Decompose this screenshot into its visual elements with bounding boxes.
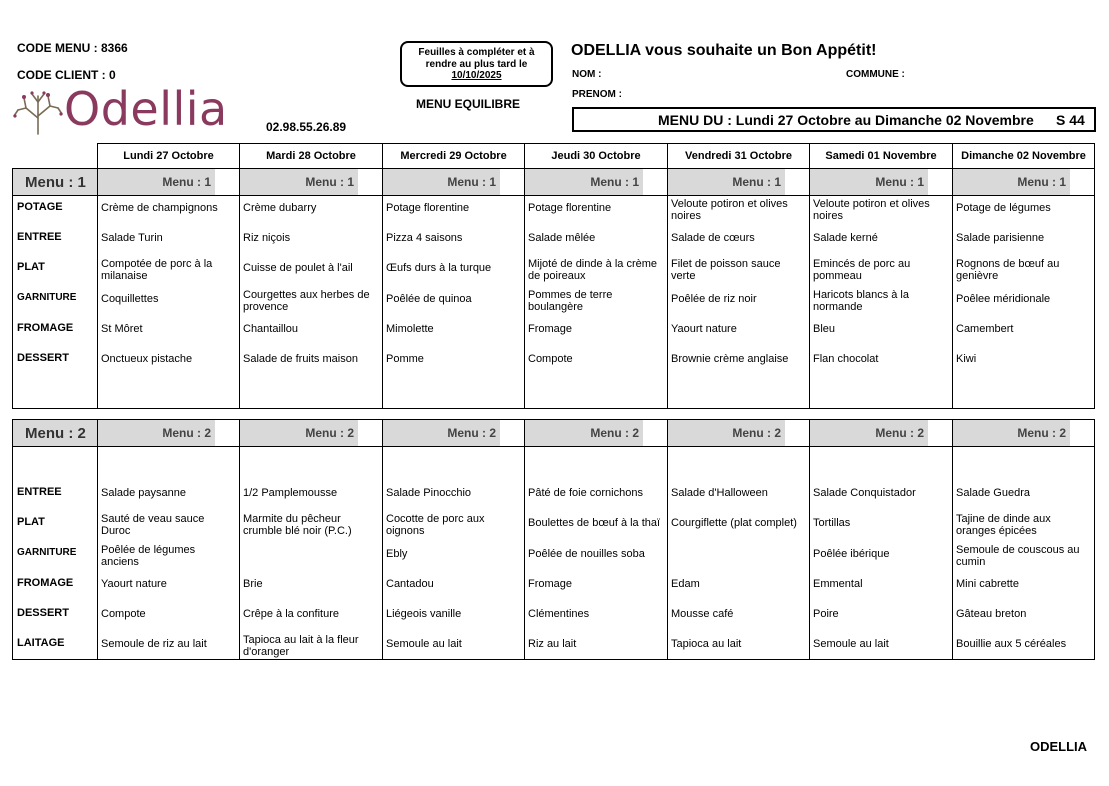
dish-item[interactable]: Flan chocolat <box>813 353 879 365</box>
menu-2-day-label: Menu : 2 <box>383 420 500 446</box>
dish-item[interactable]: Liégeois vanille <box>386 608 462 620</box>
menu-2-day-column <box>953 447 1095 660</box>
menu-1-day-cell[interactable] <box>98 169 240 196</box>
dish-item[interactable]: Fromage <box>528 323 573 335</box>
menu-1-categories <box>13 196 98 409</box>
category-label: LAITAGE <box>17 637 65 649</box>
deadline-notice <box>400 41 553 87</box>
odellia-logo <box>12 82 252 138</box>
menu-1-day-label: Menu : 1 <box>383 169 500 195</box>
menu-2-categories <box>13 447 98 660</box>
menu-1-day-column <box>668 196 810 409</box>
dish-item[interactable]: Courgiflette (plat complet) <box>671 517 797 529</box>
category-label: FROMAGE <box>17 577 74 589</box>
dish-item[interactable]: Sauté de veau sauce Duroc <box>101 513 205 537</box>
dish-item[interactable]: Boulettes de bœuf à la thaï <box>528 517 661 529</box>
dish-item[interactable]: Poêlee méridionale <box>956 293 1051 305</box>
dish-item[interactable]: 1/2 Pamplemousse <box>243 487 338 499</box>
category-label: GARNITURE <box>17 292 77 303</box>
dish-item[interactable]: Emincés de porc au pommeau <box>813 258 911 282</box>
menu-2-day-label: Menu : 2 <box>668 420 785 446</box>
code-menu: CODE MENU : 8366 <box>17 41 128 55</box>
menu-1-day-cell[interactable] <box>240 169 383 196</box>
menu-1-body-row <box>13 196 1095 409</box>
menu-1-day-label: Menu : 1 <box>240 169 358 195</box>
dish-item[interactable]: Haricots blancs à la normande <box>813 289 909 313</box>
dish-item[interactable]: Compote <box>528 353 573 365</box>
dish-item[interactable]: Coquillettes <box>101 293 159 305</box>
category-label: FROMAGE <box>17 322 74 334</box>
dish-item[interactable]: Riz au lait <box>528 638 577 650</box>
menu-2-day-cell[interactable] <box>668 420 810 447</box>
days-header-row <box>13 144 1095 169</box>
menu-1-day-cell[interactable] <box>953 169 1095 196</box>
menu-2-label: Menu : 2 <box>13 420 98 447</box>
category-label: PLAT <box>17 261 45 273</box>
menu-1-header-row <box>13 169 1095 196</box>
dish-item[interactable]: Salade de cœurs <box>671 232 755 244</box>
dish-item[interactable]: Semoule au lait <box>386 638 462 650</box>
menu-2-day-label: Menu : 2 <box>810 420 928 446</box>
category-label: ENTREE <box>17 231 62 243</box>
menu-1-day-column <box>953 196 1095 409</box>
notice-line-1: Feuilles à compléter et à <box>418 47 535 58</box>
dish-item[interactable]: Semoule au lait <box>813 638 889 650</box>
dish-item[interactable]: Œufs durs à la turque <box>386 262 492 274</box>
day-header: Mercredi 29 Octobre <box>383 144 525 169</box>
menu-2-day-cell[interactable] <box>953 420 1095 447</box>
dish-item[interactable]: Riz niçois <box>243 232 291 244</box>
dish-item[interactable]: Pomme <box>386 353 424 365</box>
dish-item[interactable]: Compote <box>101 608 146 620</box>
dish-item[interactable]: Kiwi <box>956 353 977 365</box>
footer-brand: ODELLIA <box>1030 739 1088 754</box>
dish-item[interactable]: Poêlée de quinoa <box>386 293 472 305</box>
notice-line-2: rendre au plus tard le <box>425 58 528 70</box>
menu-1-table <box>12 143 1095 409</box>
menu-2-day-column <box>810 447 953 660</box>
menu-1-day-cell[interactable] <box>383 169 525 196</box>
menu-2-day-cell[interactable] <box>810 420 953 447</box>
dish-item[interactable]: Potage florentine <box>528 202 612 214</box>
menu-1-day-cell[interactable] <box>525 169 668 196</box>
dish-item[interactable]: Chantaillou <box>243 323 299 335</box>
dish-item[interactable]: Filet de poisson sauce verte <box>671 258 781 282</box>
category-label: POTAGE <box>17 201 63 213</box>
menu-1-day-column <box>525 196 668 409</box>
dish-item[interactable]: Salade mêlée <box>528 232 596 244</box>
dish-item[interactable]: Pizza 4 saisons <box>386 232 463 244</box>
dish-item[interactable]: Semoule de couscous au cumin <box>956 544 1080 568</box>
menu-1-day-label: Menu : 1 <box>953 169 1070 195</box>
dish-item[interactable]: Semoule de riz au lait <box>101 638 207 650</box>
menu-2-day-cell[interactable] <box>525 420 668 447</box>
dish-item[interactable]: Salade Conquistador <box>813 487 916 499</box>
menu-2-body-row <box>13 447 1095 660</box>
menu-1-day-cell[interactable] <box>810 169 953 196</box>
dish-item[interactable]: Tapioca au lait à la fleur d'oranger <box>243 634 359 658</box>
menu-2-day-cell[interactable] <box>383 420 525 447</box>
dish-item[interactable]: Poêlée ibérique <box>813 548 890 560</box>
logo-text: Odellia <box>64 82 228 136</box>
dish-item[interactable]: Salade Guedra <box>956 487 1030 499</box>
dish-item[interactable]: Yaourt nature <box>671 323 737 335</box>
dish-item[interactable]: Poire <box>813 608 839 620</box>
menu-2-day-column <box>525 447 668 660</box>
menu-2-day-label: Menu : 2 <box>525 420 643 446</box>
dish-item[interactable]: Bouillie aux 5 céréales <box>956 638 1067 650</box>
dish-item[interactable]: Yaourt nature <box>101 578 167 590</box>
dish-item[interactable]: Pâté de foie cornichons <box>528 487 643 499</box>
category-label: GARNITURE <box>17 547 77 558</box>
dish-item[interactable]: Mousse café <box>671 608 734 620</box>
dish-item[interactable]: Tapioca au lait <box>671 638 742 650</box>
menu-2-day-cell[interactable] <box>240 420 383 447</box>
dish-item[interactable]: Crème de champignons <box>101 202 218 214</box>
dish-item[interactable]: Salade de fruits maison <box>243 353 358 365</box>
dish-item[interactable]: Mini cabrette <box>956 578 1019 590</box>
menu-2-header-row <box>13 420 1095 447</box>
dish-item[interactable]: Tajine de dinde aux oranges épicées <box>956 513 1051 537</box>
dish-item[interactable]: Compotée de porc à la milanaise <box>101 258 213 282</box>
dish-item[interactable]: Onctueux pistache <box>101 353 193 365</box>
dish-item[interactable]: Edam <box>671 578 700 590</box>
menu-2-table <box>12 419 1095 660</box>
dish-item[interactable]: Clémentines <box>528 608 590 620</box>
dish-item[interactable]: Poêlée de riz noir <box>671 293 757 305</box>
dish-item[interactable]: Cocotte de porc aux oignons <box>386 513 485 537</box>
menu-1-day-label: Menu : 1 <box>525 169 643 195</box>
prenom-label: PRENOM : <box>572 89 622 100</box>
dish-item[interactable]: Pommes de terre boulangère <box>528 289 613 313</box>
dish-item[interactable]: Bleu <box>813 323 836 335</box>
dish-item[interactable]: Potage de légumes <box>956 202 1051 214</box>
menu-2-day-column <box>98 447 240 660</box>
menu-2-day-column <box>668 447 810 660</box>
menu-type: MENU EQUILIBRE <box>416 97 521 111</box>
category-label: DESSERT <box>17 352 69 364</box>
menu-2-day-column <box>240 447 383 660</box>
menu-1-label: Menu : 1 <box>13 169 98 196</box>
commune-label: COMMUNE : <box>846 69 905 80</box>
dish-item[interactable]: Salade kerné <box>813 232 878 244</box>
menu-2-day-label: Menu : 2 <box>240 420 358 446</box>
dish-item[interactable]: Crème dubarry <box>243 202 317 214</box>
dish-item[interactable]: Brie <box>243 578 263 590</box>
nom-label: NOM : <box>572 69 602 80</box>
menu-period: MENU DU : Lundi 27 Octobre au Dimanche 02 Novembre <box>658 112 1034 128</box>
dish-item[interactable]: Salade d'Halloween <box>671 487 768 499</box>
dish-item[interactable]: Veloute potiron et olives noires <box>813 198 930 222</box>
menu-1-day-column <box>810 196 953 409</box>
dish-item[interactable]: Mimolette <box>386 323 434 335</box>
menu-1-day-cell[interactable] <box>668 169 810 196</box>
category-label: DESSERT <box>17 607 69 619</box>
dish-item[interactable]: St Môret <box>101 323 143 335</box>
dish-item[interactable]: Rognons de bœuf au genièvre <box>956 258 1060 282</box>
menu-2-day-cell[interactable] <box>98 420 240 447</box>
dish-item[interactable]: Crêpe à la confiture <box>243 608 339 620</box>
dish-item[interactable]: Salade paysanne <box>101 487 187 499</box>
tree-icon <box>12 88 64 136</box>
greeting: ODELLIA vous souhaite un Bon Appétit! <box>571 42 877 59</box>
dish-item[interactable]: Marmite du pêcheur crumble blé noir (P.C.) <box>243 513 352 537</box>
day-header: Jeudi 30 Octobre <box>525 144 668 169</box>
dish-item[interactable]: Poêlée de légumes anciens <box>101 544 196 568</box>
menu-1-day-column <box>98 196 240 409</box>
notice-date: 10/10/2025 <box>451 70 502 81</box>
dish-item[interactable]: Poêlée de nouilles soba <box>528 548 645 560</box>
dish-item[interactable]: Emmental <box>813 578 863 590</box>
dish-item[interactable]: Potage florentine <box>386 202 470 214</box>
menu-1-day-label: Menu : 1 <box>668 169 785 195</box>
day-header: Dimanche 02 Novembre <box>953 144 1095 169</box>
dish-item[interactable]: Gâteau breton <box>956 608 1027 620</box>
category-label: PLAT <box>17 516 45 528</box>
dish-item[interactable]: Tortillas <box>813 517 851 529</box>
dish-item[interactable]: Mijoté de dinde à la crème de poireaux <box>528 258 658 282</box>
dish-item[interactable]: Cantadou <box>386 578 434 590</box>
dish-item[interactable]: Courgettes aux herbes de provence <box>243 289 370 313</box>
dish-item[interactable]: Camembert <box>956 323 1014 335</box>
menu-period-box <box>572 107 1096 132</box>
dish-item[interactable]: Salade Pinocchio <box>386 487 472 499</box>
menu-1-day-column <box>383 196 525 409</box>
day-header: Mardi 28 Octobre <box>240 144 383 169</box>
menu-1-day-column <box>240 196 383 409</box>
day-header: Lundi 27 Octobre <box>98 144 240 169</box>
menu-2-day-column <box>383 447 525 660</box>
day-header: Vendredi 31 Octobre <box>668 144 810 169</box>
code-client: CODE CLIENT : 0 <box>17 68 116 82</box>
dish-item[interactable]: Cuisse de poulet à l'ail <box>243 262 353 274</box>
dish-item[interactable]: Veloute potiron et olives noires <box>671 198 788 222</box>
week-number: S 44 <box>1056 112 1085 128</box>
category-label: ENTREE <box>17 486 62 498</box>
menu-2-day-label: Menu : 2 <box>98 420 215 446</box>
menu-1-day-label: Menu : 1 <box>810 169 928 195</box>
dish-item[interactable]: Salade parisienne <box>956 232 1045 244</box>
menu-2-day-label: Menu : 2 <box>953 420 1070 446</box>
dish-item[interactable]: Brownie crème anglaise <box>671 353 789 365</box>
menu-1-day-label: Menu : 1 <box>98 169 215 195</box>
dish-item[interactable]: Ebly <box>386 548 408 560</box>
dish-item[interactable]: Fromage <box>528 578 573 590</box>
phone-number: 02.98.55.26.89 <box>266 120 347 134</box>
dish-item[interactable]: Salade Turin <box>101 232 163 244</box>
day-header: Samedi 01 Novembre <box>810 144 953 169</box>
